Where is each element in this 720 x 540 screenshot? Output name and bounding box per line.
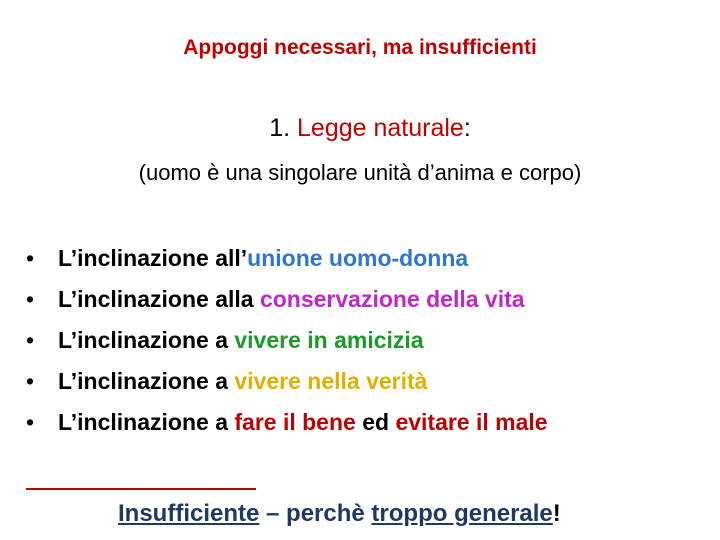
conclusion xyxy=(118,500,561,528)
bullet-dot-icon: • xyxy=(26,368,35,394)
divider-line xyxy=(26,488,256,490)
bullet-dot-icon: • xyxy=(26,409,35,435)
bullet-prefix: L’inclinazione a xyxy=(58,409,235,435)
list-item xyxy=(26,279,548,320)
bullet-prefix: L’inclinazione alla xyxy=(58,286,260,312)
bullet-middle: ed xyxy=(355,409,396,435)
bullet-highlight: vivere nella verità xyxy=(234,368,428,394)
section-subheading: (uomo è una singolare unità d’anima e corpo) xyxy=(138,160,582,185)
bullet-highlight: conservazione della vita xyxy=(259,286,525,312)
list-item xyxy=(26,361,548,402)
section-heading xyxy=(0,114,720,143)
bullet-highlight: unione uomo-donna xyxy=(247,245,469,271)
section-label: Legge naturale xyxy=(297,114,464,142)
bullet-dot-icon: • xyxy=(26,286,35,312)
section-colon: : xyxy=(463,114,471,142)
bullet-prefix: L’inclinazione a xyxy=(58,327,235,353)
list-item xyxy=(26,238,548,279)
list-item xyxy=(26,402,548,443)
section-number: 1. xyxy=(269,114,291,142)
bullet-list xyxy=(26,238,548,443)
bullet-highlight: vivere in amicizia xyxy=(234,327,424,353)
bullet-dot-icon: • xyxy=(26,245,35,271)
conclusion-middle: – perchè xyxy=(259,500,372,527)
bullet-highlight-2: evitare il male xyxy=(395,409,548,435)
slide-title: Appoggi necessari, ma insufficienti xyxy=(183,36,537,59)
conclusion-word-general: troppo generale xyxy=(371,500,553,527)
conclusion-word-insufficient: Insufficiente xyxy=(118,500,260,527)
list-item xyxy=(26,320,548,361)
conclusion-exclamation: ! xyxy=(552,500,561,527)
bullet-prefix: L’inclinazione all’ xyxy=(58,245,248,271)
bullet-dot-icon: • xyxy=(26,327,35,353)
bullet-prefix: L’inclinazione a xyxy=(58,368,235,394)
bullet-highlight: fare il bene xyxy=(234,409,356,435)
